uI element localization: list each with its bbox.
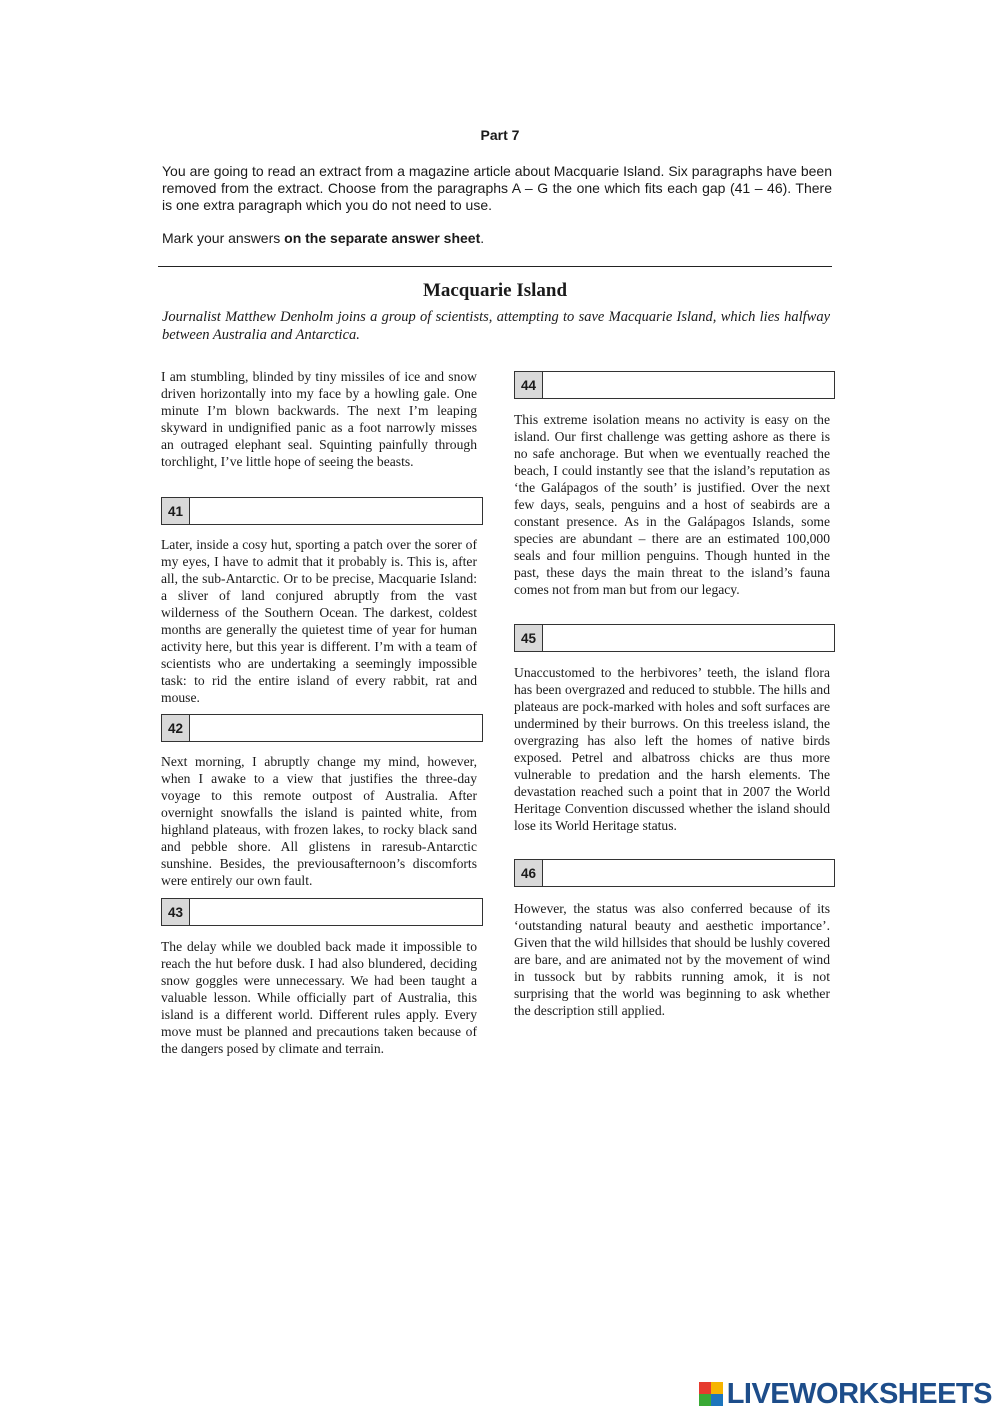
gap-41-answer-box[interactable]: [190, 498, 482, 524]
answer-sheet-note-prefix: Mark your answers: [162, 230, 285, 246]
paragraph-2-text: Later, inside a cosy hut, sporting a patch over the sorer of my eyes, I have to admit that it probably is. This is, after all, the sub-Antarctic. Or to be precise, Macquarie Island: a sliver of land conjured abruptly from the vast wilderness of the Southern Ocean. The darkest, coldest months are generally the quietest time of year for human activity here, but this year is different. I’m with a team of scientists who are undertaking a seemingly impossible task: to rid the entire island of every rabbit, rat and mouse.: [161, 537, 477, 705]
article-title: Macquarie Island: [422, 280, 568, 301]
gap-46-answer-box[interactable]: [543, 860, 834, 886]
paragraph-4-text: The delay while we doubled back made it impossible to reach the hut before dusk. I had also blundered, deciding snow goggles were unnecessary. We had been taught a valuable lesson. While officially part of Australia, this island is a different world. Different rules apply. Every move must be planned and precautions taken because of the dangers posed by climate and terrain.: [161, 939, 477, 1056]
gap-number: 46: [515, 860, 543, 886]
gap-43: [161, 898, 483, 926]
answer-sheet-note-suffix: .: [480, 230, 485, 246]
paragraph-6-text: Unaccustomed to the herbivores’ teeth, the island flora has been overgrazed and reduced to stubble. The hills and plateaus are pock-marked with holes and soft surfaces are undermined by their burrows. On this treeless island, the overgrazing has also left the homes of native birds exposed. Petrel and albatross chicks are thus more vulnerable to predation and the harsh elements. The devastation reached such a point that in 2007 the World Heritage Convention discussed whether the island should lose its World Heritage status.: [514, 665, 830, 833]
paragraph-1: [161, 368, 477, 470]
paragraph-5-text: This extreme isolation means no activity is easy on the island. Our first challenge was getting ashore as there is no safe anchorage. But when we eventually reached the beach, I could instantly see that the island’s reputation as ‘the Galápagos of the south’ is justified. Over the next few days, seals, penguins and a host of seabirds are a constant presence. As in the Galápagos Islands, some species are abundant – there are an estimated 100,000 seals and four million penguins. Though hunted in the past, these days the main threat to the island’s fauna comes not from man but from our legacy.: [514, 412, 830, 597]
gap-44-answer-box[interactable]: [543, 372, 834, 398]
gap-number: 43: [162, 899, 190, 925]
gap-43-answer-box[interactable]: [190, 899, 482, 925]
liveworksheets-logo-icon: [699, 1382, 723, 1406]
liveworksheets-wordmark: LIVEWORKSHEETS: [726, 1378, 992, 1410]
paragraph-6: [514, 664, 830, 834]
task-instructions: You are going to read an extract from a magazine article about Macquarie Island. Six paragraphs have been removed from the extract. Choose from the paragraphs A – G the one which fits each gap (41 – 46). There is one extra paragraph which you do not need to use.: [162, 163, 832, 213]
part-title: Part 7: [480, 127, 520, 143]
gap-number: 44: [515, 372, 543, 398]
paragraph-1-text: I am stumbling, blinded by tiny missiles of ice and snow driven horizontally into my face by a howling gale. One minute I’m blown backwards. The next I’m leaping skyward in undignified panic as a foot narrowly misses an outraged elephant seal. Squinting painfully through torchlight, I’ve little hope of seeing the beasts.: [161, 369, 477, 469]
paragraph-2: [161, 536, 477, 706]
gap-45: [514, 624, 835, 652]
paragraph-7: [514, 900, 830, 1019]
gap-44: [514, 371, 835, 399]
answer-sheet-note: [162, 230, 832, 247]
gap-42-answer-box[interactable]: [190, 715, 482, 741]
gap-46: [514, 859, 835, 887]
article-subtitle: Journalist Matthew Denholm joins a group of scientists, attempting to save Macquarie Island, which lies halfway between Australia and Antarctica.: [162, 309, 830, 343]
gap-number: 41: [162, 498, 190, 524]
paragraph-4: [161, 938, 477, 1057]
paragraph-3-text: Next morning, I abruptly change my mind, however, when I awake to a view that justifies the three-day voyage to this remote outpost of Australia. After overnight snowfalls the island is painted white, from highland plateaus, with frozen lakes, to rocky black sand and pebble shore. All glistens in raresub-Antarctic sunshine. Besides, the previousafternoon’s discomforts were entirely our own fault.: [161, 754, 477, 888]
liveworksheets-brand: [699, 1378, 992, 1410]
gap-number: 45: [515, 625, 543, 651]
gap-number: 42: [162, 715, 190, 741]
paragraph-7-text: However, the status was also conferred because of its ‘outstanding natural beauty and aesthetic importance’. Given that the wild hillsides that should be lushly covered are bare, and are animated not by the movement of wind in tussock but by rabbits running amok, it is not surprising that the world was beginning to ask whether the description still applied.: [514, 901, 831, 1018]
gap-42: [161, 714, 483, 742]
answer-sheet-note-bold: on the separate answer sheet: [284, 230, 481, 246]
gap-45-answer-box[interactable]: [543, 625, 834, 651]
divider-line: [158, 266, 832, 267]
paragraph-3: [161, 753, 477, 889]
gap-41: [161, 497, 483, 525]
paragraph-5: [514, 411, 830, 598]
